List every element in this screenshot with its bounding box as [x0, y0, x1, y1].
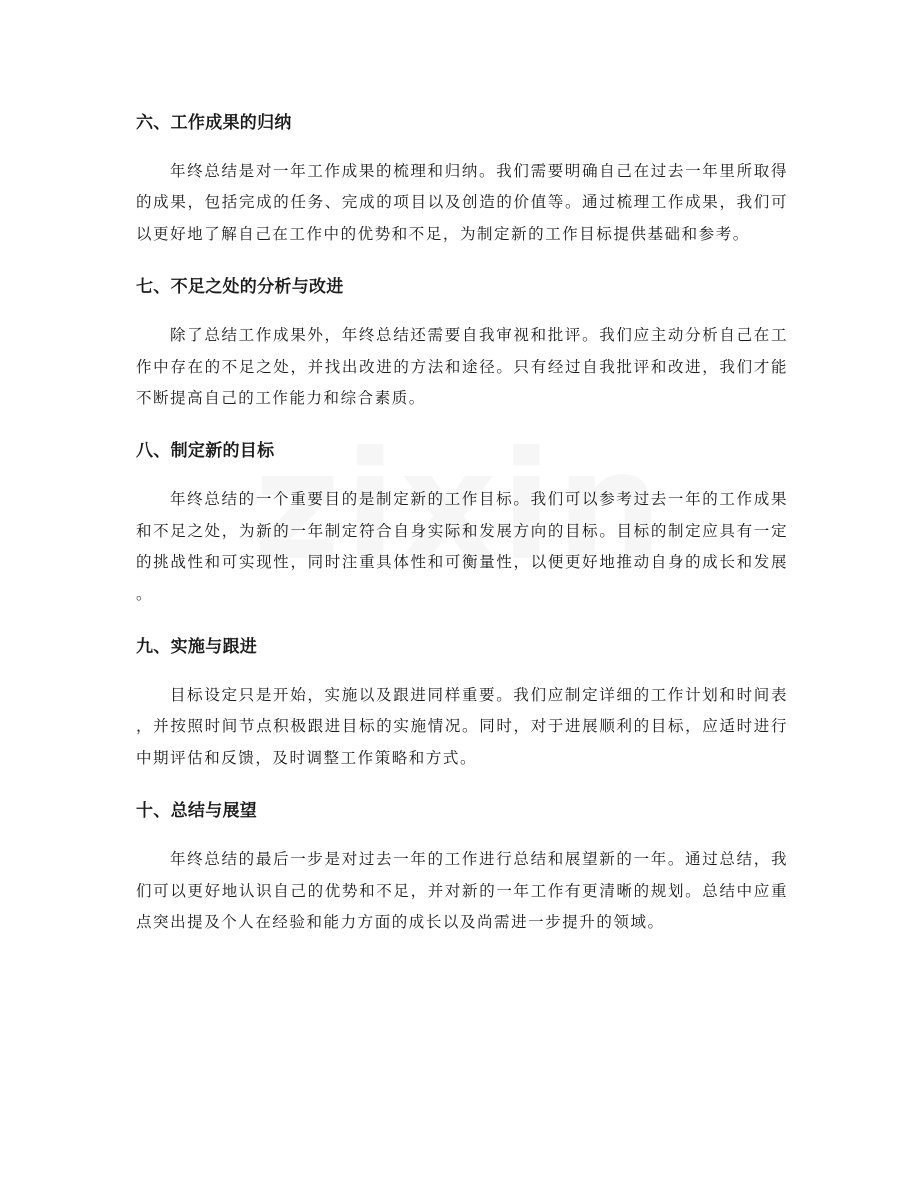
section-heading: 六、工作成果的归纳	[136, 113, 292, 133]
section-heading: 九、实施与跟进	[136, 637, 258, 658]
section-heading: 十、总结与展望	[136, 801, 258, 822]
section-summary-outlook	[136, 792, 788, 938]
section-achievements	[136, 104, 788, 250]
section-implementation	[136, 628, 788, 774]
section-paragraph: 年终总结的最后一步是对过去一年的工作进行总结和展望新的一年。通过总结，我们可以更好地认识自己的优势和不足，并对新的一年工作有更清晰的规划。总结中应重点突出提及个人在经验和能力方面的成长以及尚需进一步提升的领域。	[136, 850, 788, 932]
section-heading: 八、制定新的目标	[136, 441, 275, 462]
section-heading: 七、不足之处的分析与改进	[136, 277, 344, 298]
section-paragraph: 年终总结的一个重要目的是制定新的工作目标。我们可以参考过去一年的工作成果和不足之处，为新的一年制定符合自身实际和发展方向的目标。目标的制定应具有一定的挑战性和可实现性，同时注重具体性和可衡量性，以便更好地推动自身的成长和发展。	[136, 490, 788, 603]
section-paragraph: 除了总结工作成果外，年终总结还需要自我审视和批评。我们应主动分析自己在工作中存在的不足之处，并找出改进的方法和途径。只有经过自我批评和改进，我们才能不断提高自己的工作能力和综合素质。	[136, 326, 788, 408]
document-content	[136, 104, 788, 957]
section-new-goals	[136, 432, 788, 610]
section-paragraph: 年终总结是对一年工作成果的梳理和归纳。我们需要明确自己在过去一年里所取得的成果，包括完成的任务、完成的项目以及创造的价值等。通过梳理工作成果，我们可以更好地了解自己在工作中的优势和不足，为制定新的工作目标提供基础和参考。	[136, 162, 788, 243]
section-paragraph: 目标设定只是开始，实施以及跟进同样重要。我们应制定详细的工作计划和时间表，并按照时间节点积极跟进目标的实施情况。同时，对于进展顺利的目标，应适时进行中期评估和反馈，及时调整工作策略和方式。	[136, 686, 788, 767]
section-shortcomings	[136, 268, 788, 414]
